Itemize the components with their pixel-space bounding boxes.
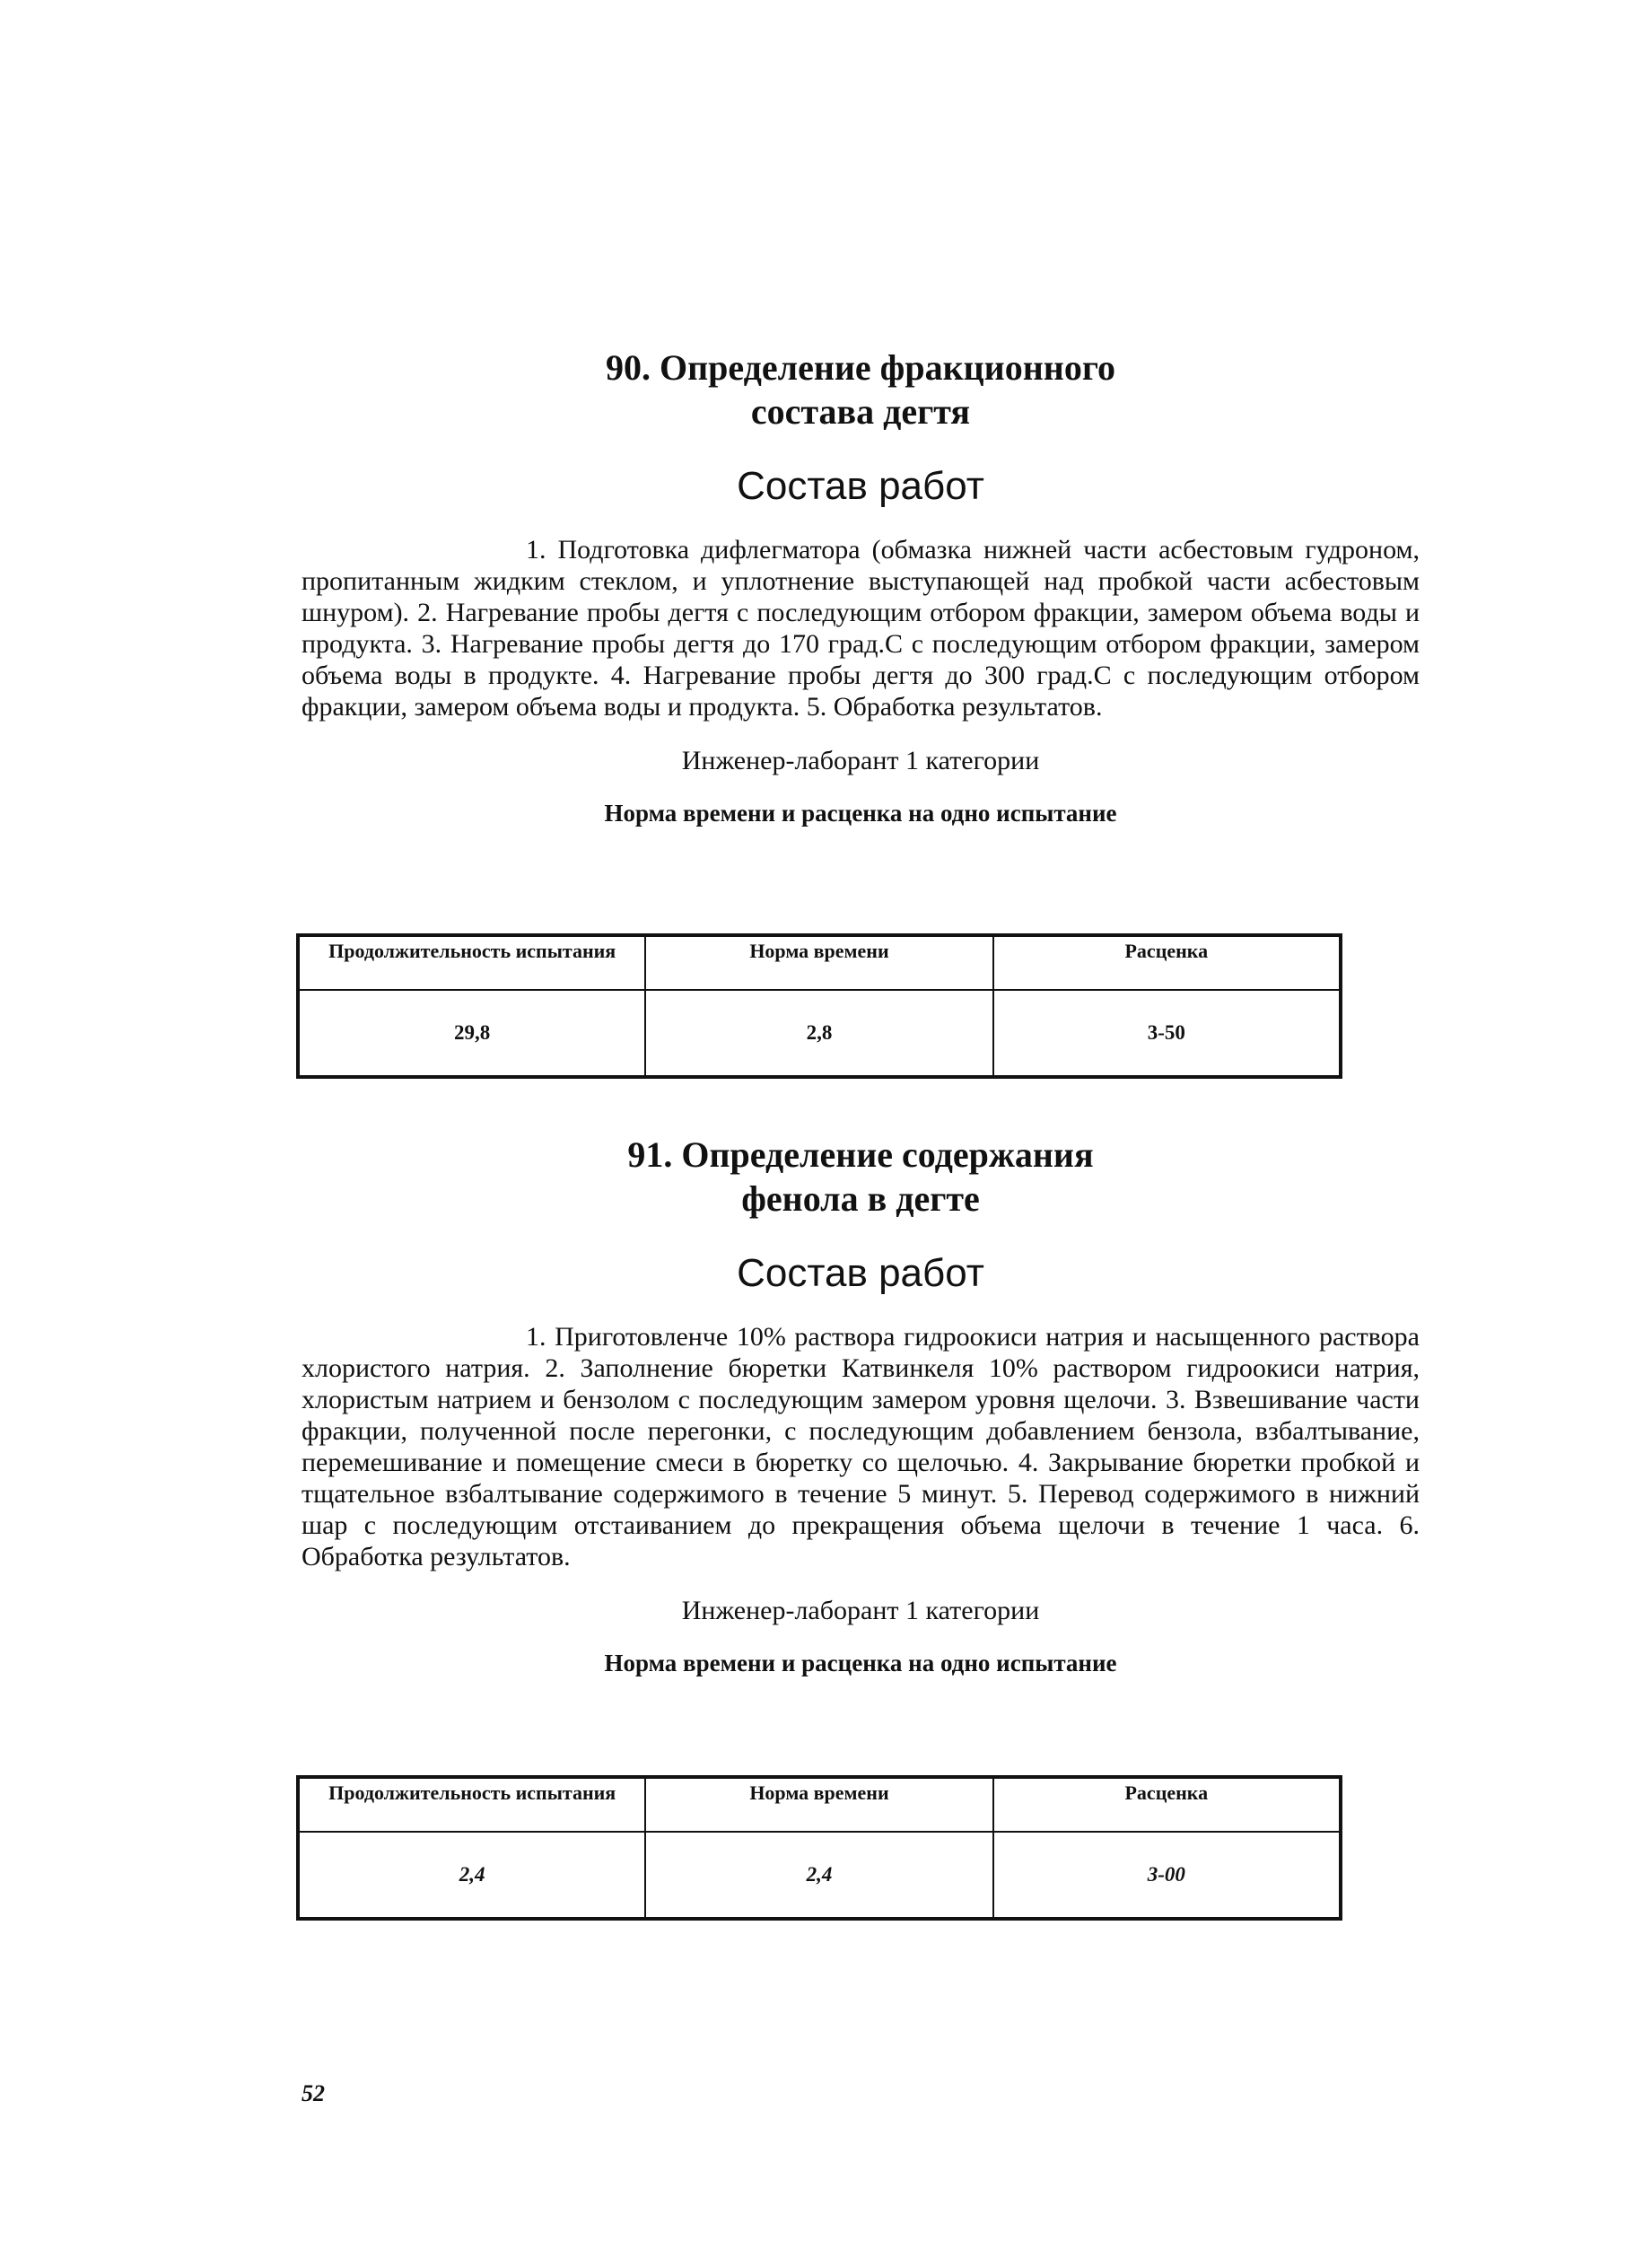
table-row — [298, 990, 1341, 1077]
section-91 — [302, 1133, 1420, 1677]
page-number: 52 — [302, 2080, 325, 2106]
header-rate: Расценка — [993, 1777, 1341, 1832]
section-title — [302, 346, 1420, 433]
cell-duration: 2,4 — [298, 1832, 645, 1919]
cell-time-norm: 2,8 — [645, 990, 992, 1077]
worker-role: Инженер-лаборант 1 категории — [681, 746, 1040, 775]
norm-table-90 — [296, 933, 1342, 1079]
section-title — [302, 1133, 1420, 1221]
cell-rate: 3-00 — [993, 1832, 1341, 1919]
cell-rate: 3-50 — [993, 990, 1341, 1077]
norm-heading: Норма времени и расценка на одно испытание — [604, 1650, 1117, 1676]
section-subtitle: Состав работ — [737, 464, 984, 508]
header-time-norm: Норма времени — [645, 1777, 992, 1832]
cell-duration: 29,8 — [298, 990, 645, 1077]
header-duration: Продолжительность испытания — [298, 1777, 645, 1832]
table-header-row — [298, 935, 1341, 990]
section-title-line2: состава дегтя — [750, 391, 971, 432]
section-title-line1: 90. Определение фракционного — [606, 347, 1115, 388]
header-time-norm: Норма времени — [645, 935, 992, 990]
section-subtitle: Состав работ — [737, 1251, 984, 1295]
norm-table-91 — [296, 1775, 1342, 1921]
section-90 — [302, 346, 1420, 827]
header-rate: Расценка — [993, 935, 1341, 990]
worker-role: Инженер-лаборант 1 категории — [681, 1596, 1040, 1625]
norm-heading: Норма времени и расценка на одно испытание — [604, 800, 1117, 827]
work-description: 1. Приготовленче 10% раствора гидроокиси натрия и насыщенного раствора хлористого натрия. 2. Заполнение бюретки Катвинкеля 10% раствором гидроокиси натрия, хлористым натрием и бензолом с последующим замером уровня щелочи. 3. Взвешивание части фракции, полученной после перегонки, с последующим добавлением бензола, взбалтывание, перемешивание и помещение смеси в бюретку со щелочью. 4. Закрывание бюретки пробкой и тщательное взбалтывание содержимого в течение 5 минут. 5. Перевод содержимого в нижний шар с последующим отстаиванием до прекращения объема щелочи в течение 1 часа. 6. Обработка результатов. — [302, 1322, 1420, 1571]
table-row — [298, 1832, 1341, 1919]
table-header-row — [298, 1777, 1341, 1832]
section-title-line1: 91. Определение содержания — [627, 1134, 1094, 1175]
header-duration: Продолжительность испытания — [298, 935, 645, 990]
section-title-line2: фенола в дегте — [741, 1178, 980, 1219]
work-description: 1. Подготовка дифлегматора (обмазка нижней части асбестовым гудроном, пропитанным жидким стеклом, и уплотнение выступающей над пробкой части асбестовым шнуром). 2. Нагревание пробы дегтя с последующим отбором фракции, замером объема воды и продукта. 3. Нагревание пробы дегтя до 170 град.С с последующим отбором фракции, замером объема воды в продукте. 4. Нагревание пробы дегтя до 300 град.С с последующим отбором фракции, замером объема воды и продукта. 5. Обработка результатов. — [302, 535, 1420, 722]
cell-time-norm: 2,4 — [645, 1832, 992, 1919]
